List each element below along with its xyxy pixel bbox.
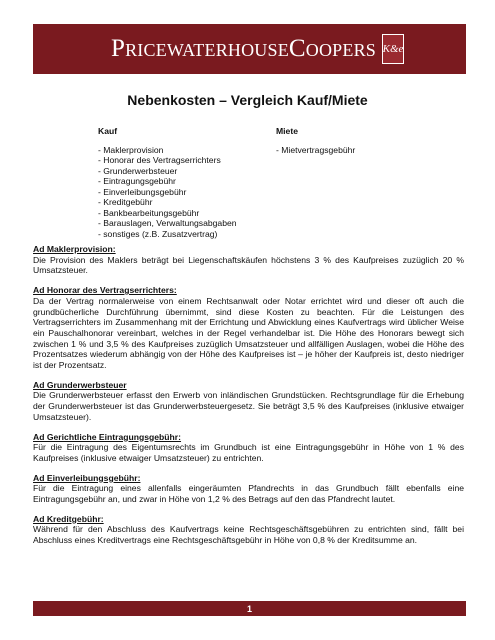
section-text: Für die Eintragung eines allenfalls eingeräumten Pfandrechts in das Grundbuch fällt ebenfalls eine Eintragungsgebühr an, und zwar in Höhe von 1,2 % des Betrags auf den das Pfandrecht lautet. — [33, 483, 464, 505]
section-eintragungsgebuehr — [33, 432, 464, 464]
section-text: Da der Vertrag normalerweise von einem Rechtsanwalt oder Notar errichtet wird und dieser oft auch die grundbücherliche Durchführung übernimmt, sind diese Kosten zu beachten. Für die Leistungen des Vertragserrichters im Zusammenhang mit der Errichtung und Abwicklung eines Kaufvertrags wird üblicher Weise ein Pauschalhonorar vereinbart, welches in der Regel verhandelbar ist. Die Höhe des Honorars bewegt sich zwischen 1 % und 3,5 % des Kaufpreises zuzüglich Umsatzsteuer und allfälligen Auslagen, wobei die Höhe des Prozentsatzes wiederum abhängig von der Höhe des Kaufpreises ist – je höher der Kaufpreis ist, desto niedriger ist der Prozentsatz. — [33, 295, 464, 371]
explanations — [33, 244, 464, 555]
kauf-heading: Kauf — [98, 126, 118, 136]
section-text: Die Provision des Maklers beträgt bei Liegenschaftskäufen höchstens 3 % des Kaufpreises zuzüglich 20 % Umsatzsteuer. — [33, 254, 464, 276]
section-grunderwerbsteuer — [33, 380, 464, 423]
list-item: - Grunderwerbsteuer — [98, 165, 178, 176]
list-item: - Barauslagen, Verwaltungsabgaben — [98, 218, 237, 228]
page-number: 1 — [246, 603, 252, 614]
list-item: - Honorar des Vertragserrichters — [98, 155, 221, 165]
header-banner — [33, 24, 466, 74]
section-heading: Ad Grunderwerbsteuer — [33, 379, 127, 390]
miete-column — [276, 126, 355, 155]
list-item: - Mietvertragsgebühr — [276, 144, 356, 155]
list-item: - Einverleibungsgebühr — [98, 186, 187, 197]
list-item: - Maklerprovision — [98, 144, 164, 155]
page-title: Nebenkosten – Vergleich Kauf/Miete — [127, 92, 368, 108]
list-item: - Bankbearbeitungsgebühr — [98, 207, 200, 218]
kauf-column — [98, 126, 237, 239]
section-heading: Ad Gerichtliche Eintragungsgebühr: — [33, 431, 182, 442]
list-item: - Kreditgebühr — [98, 197, 153, 207]
logo-seal-icon: K&e — [382, 34, 404, 64]
section-maklerprovision — [33, 244, 464, 276]
miete-heading: Miete — [276, 126, 298, 136]
company-logo: PricewaterhouseCoopers — [111, 35, 376, 62]
section-einverleibungsgebuehr — [33, 473, 464, 505]
section-vertragserrichter — [33, 285, 464, 371]
section-heading: Ad Honorar des Vertragserrichters: — [33, 285, 177, 296]
list-item: - Eintragungsgebühr — [98, 176, 176, 186]
section-text: Für die Eintragung des Eigentumsrechts im Grundbuch ist eine Eintragungsgebühr in Höhe von 1 % des Kaufpreises (inklusive etwaiger Umsatzsteuer) zu entrichten. — [33, 442, 464, 463]
footer-bar — [33, 601, 466, 616]
section-heading: Ad Maklerprovision: — [33, 244, 116, 254]
section-heading: Ad Kreditgebühr: — [33, 513, 104, 524]
section-kreditgebuehr — [33, 514, 464, 546]
section-text: Die Grunderwerbsteuer erfasst den Erwerb von inländischen Grundstücken. Rechtsgrundlage für die Erhebung der Grunderwerbsteuer ist das Grunderwerbsteuergesetz. Sie beträgt 3,5 % des Kaufpreises (inklusive etwaiger Umsatzsteuer). — [33, 390, 464, 422]
section-heading: Ad Einverleibungsgebühr: — [33, 472, 141, 483]
list-item: - sonstiges (z.B. Zusatzvertrag) — [98, 228, 218, 239]
section-text: Während für den Abschluss des Kaufvertrags keine Rechtsgeschäftsgebühren zu entrichten sind, fällt bei Abschluss eines Kreditvertrags eine Rechtsgeschäftsgebühr in Höhe von 0,8 % der Kreditsumme an. — [33, 524, 464, 546]
